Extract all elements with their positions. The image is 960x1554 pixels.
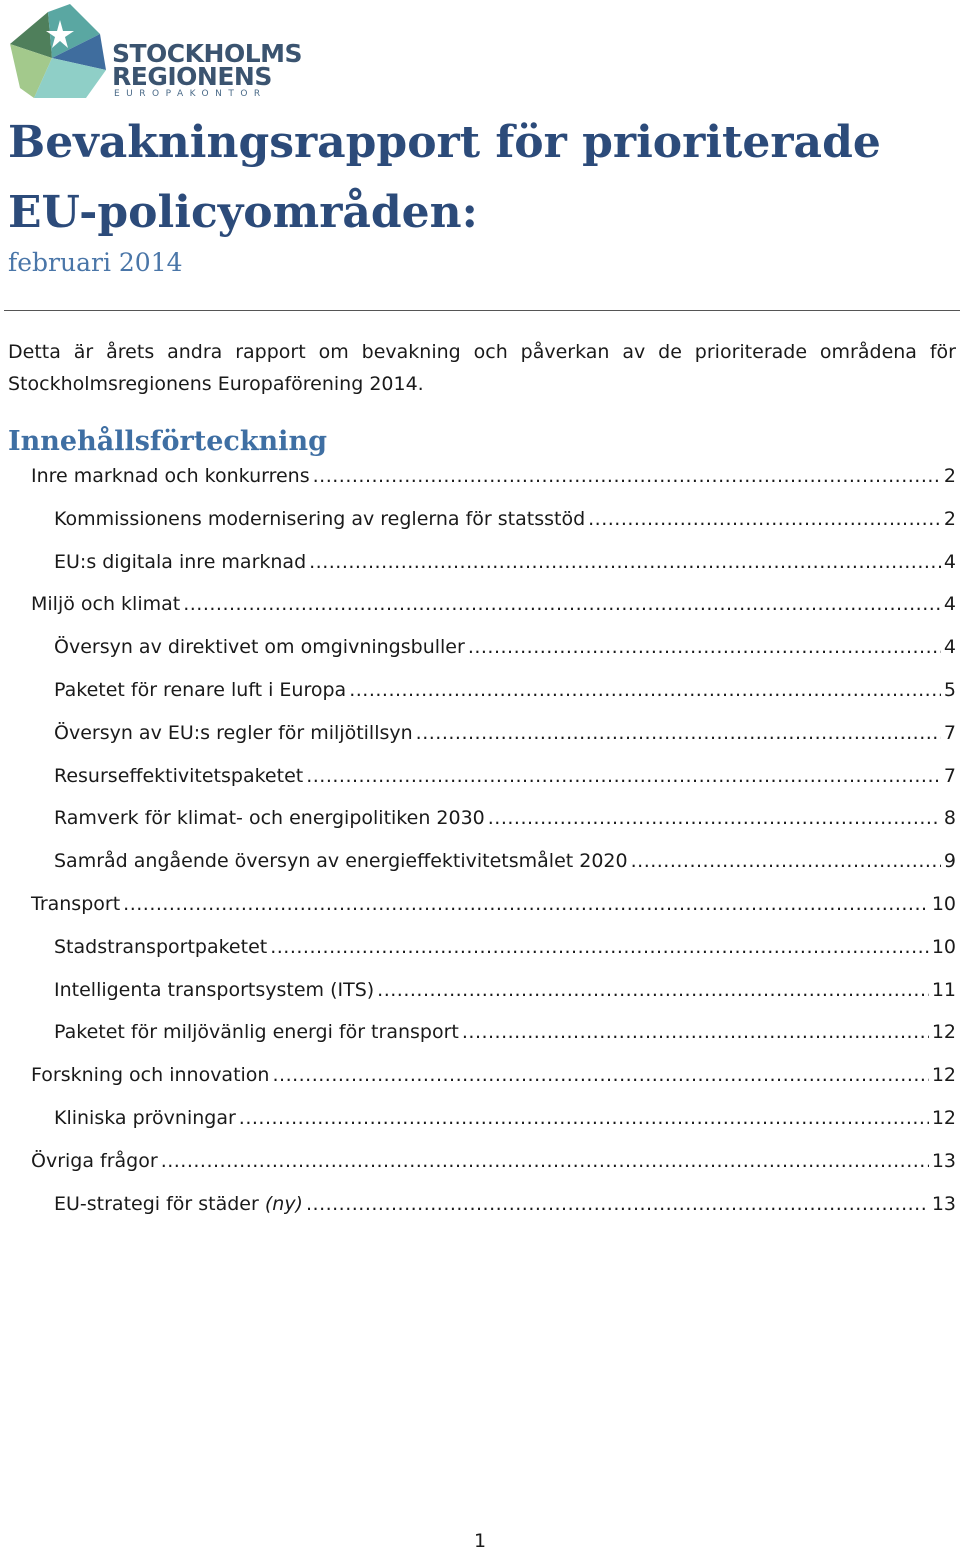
toc-entry-label-text: Forskning och innovation xyxy=(31,1064,270,1087)
logo-mark-icon xyxy=(8,4,108,100)
toc-entry-label xyxy=(54,670,346,710)
page-number: 1 xyxy=(473,1530,487,1552)
toc-entry-page: 2 xyxy=(943,507,956,530)
toc-entry-label-text: Inre marknad och konkurrens xyxy=(31,465,310,487)
toc-entry-label xyxy=(54,627,465,667)
toc-dot-leader xyxy=(377,970,929,1010)
toc-entry-label xyxy=(31,1141,158,1181)
toc-entry-page: 10 xyxy=(931,935,956,958)
toc-dot-leader xyxy=(488,798,941,838)
toc-entry-label-text: Samråd angående översyn av energieffektivitetsmålet 2020 xyxy=(54,850,628,873)
toc-dot-leader xyxy=(588,499,941,539)
toc-entry[interactable] xyxy=(54,841,956,881)
toc-entry[interactable] xyxy=(54,713,956,753)
toc-dot-leader xyxy=(462,1012,929,1052)
toc-entry-label-text: Transport xyxy=(31,893,121,915)
horizontal-divider xyxy=(4,310,960,311)
toc-entry-label-text: Ramverk för klimat- och energipolitiken 2030 xyxy=(54,807,485,830)
toc-entry-label-text: Översyn av EU:s regler för miljötillsyn xyxy=(54,721,413,744)
document-title-line1: Bevakningsrapport för prioriterade xyxy=(8,117,881,168)
toc-entry-label-text: Paketet för renare luft i Europa xyxy=(54,679,347,701)
toc-entry-label-text: EU:s digitala inre marknad xyxy=(54,550,307,573)
toc-entry-label xyxy=(31,456,310,496)
toc-entry-label-text: Övriga frågor xyxy=(31,1149,158,1172)
toc-dot-leader xyxy=(631,841,941,881)
toc-entry-label xyxy=(54,1098,236,1138)
toc-entry[interactable] xyxy=(31,456,956,496)
toc-entry[interactable] xyxy=(54,927,956,967)
toc-dot-leader xyxy=(239,1098,929,1138)
toc-entry-page: 8 xyxy=(943,807,956,830)
toc-entry-page: 13 xyxy=(931,1192,956,1215)
toc-dot-leader xyxy=(183,584,941,624)
toc-dot-leader xyxy=(306,1184,929,1224)
toc-dot-leader xyxy=(123,884,929,924)
toc-entry-label-text: Översyn av direktivet om omgivningsbuller xyxy=(54,636,465,659)
toc-entry[interactable] xyxy=(54,1184,956,1224)
toc-entry-label xyxy=(54,756,303,796)
toc-entry-label xyxy=(31,584,180,624)
toc-dot-leader xyxy=(349,670,941,710)
toc-entry[interactable] xyxy=(54,1098,956,1138)
toc-entry-page: 2 xyxy=(943,465,956,487)
toc-entry[interactable] xyxy=(54,756,956,796)
toc-entry[interactable] xyxy=(54,542,956,582)
toc-entry-label-suffix: (ny) xyxy=(264,1192,303,1215)
toc-entry[interactable] xyxy=(31,1055,956,1095)
toc-entry[interactable] xyxy=(31,584,956,624)
toc-entry-page: 12 xyxy=(931,1107,956,1129)
toc-heading: Innehållsförteckning xyxy=(8,426,327,457)
toc-entry-label xyxy=(54,1012,459,1052)
toc-entry-page: 12 xyxy=(931,1064,956,1087)
toc-entry-label xyxy=(31,1055,269,1095)
document-subtitle: februari 2014 xyxy=(8,248,183,277)
toc-entry-label-text: Kliniska prövningar xyxy=(54,1107,236,1129)
toc-entry[interactable] xyxy=(54,627,956,667)
toc-entry[interactable] xyxy=(54,970,956,1010)
toc-entry[interactable] xyxy=(54,1012,956,1052)
toc-entry-label xyxy=(54,1184,303,1224)
toc-entry-page: 4 xyxy=(943,636,956,659)
toc-entry-label xyxy=(54,841,628,881)
toc-entry-page: 13 xyxy=(931,1149,956,1172)
toc-entry-page: 10 xyxy=(931,893,956,915)
toc-entry-page: 11 xyxy=(931,978,956,1001)
toc-entry-label xyxy=(54,542,306,582)
toc-entry-label-text: Paketet för miljövänlig energi för transport xyxy=(54,1021,459,1044)
toc-entry-page: 4 xyxy=(943,593,956,616)
toc-dot-leader xyxy=(313,456,941,496)
toc-entry-label xyxy=(54,713,413,753)
logo-text-line1: STOCKHOLMS xyxy=(112,39,303,68)
toc-dot-leader xyxy=(416,713,941,753)
toc-entry-label-text: EU-strategi för städer xyxy=(54,1192,259,1215)
document-title xyxy=(8,108,881,248)
toc-entry-page: 7 xyxy=(943,764,956,787)
toc-entry[interactable] xyxy=(31,884,956,924)
toc-dot-leader xyxy=(161,1141,929,1181)
toc-entry-label xyxy=(54,970,374,1010)
toc-entry[interactable] xyxy=(54,798,956,838)
toc-entry[interactable] xyxy=(54,670,956,710)
intro-paragraph: Detta är årets andra rapport om bevakning och påverkan av de prioriterade områdena för Stockholmsregionens Europaförening 2014. xyxy=(8,341,956,395)
logo xyxy=(8,4,303,100)
logo-text-line3: EUROPAKONTOR xyxy=(114,89,267,99)
toc-entry-label-text: Resurseffektivitetspaketet xyxy=(54,764,304,787)
toc-entry-label-text: Intelligenta transportsystem (ITS) xyxy=(54,978,375,1001)
toc-entry-label xyxy=(54,927,267,967)
toc-entry-label-text: Kommissionens modernisering av reglerna för statsstöd xyxy=(54,507,586,530)
toc-dot-leader xyxy=(468,627,941,667)
toc-entry-label-text: Stadstransportpaketet xyxy=(54,935,268,958)
toc-dot-leader xyxy=(270,927,929,967)
toc-entry-page: 12 xyxy=(931,1021,956,1044)
toc-entry-page: 4 xyxy=(943,550,956,573)
toc-entry-page: 7 xyxy=(943,721,956,744)
toc-entry-label xyxy=(31,884,120,924)
toc-dot-leader xyxy=(272,1055,928,1095)
toc-entry[interactable] xyxy=(31,1141,956,1181)
toc-dot-leader xyxy=(306,756,941,796)
toc-entry[interactable] xyxy=(54,499,956,539)
document-title-line2: EU-policyområden: xyxy=(8,187,478,238)
toc-dot-leader xyxy=(309,542,941,582)
toc-entry-label xyxy=(54,499,585,539)
toc-entry-label-text: Miljö och klimat xyxy=(31,593,181,616)
toc-entry-page: 9 xyxy=(943,850,956,873)
logo-text-line2: REGIONENS xyxy=(112,62,272,91)
toc-entry-label xyxy=(54,798,485,838)
toc-entry-page: 5 xyxy=(943,679,956,701)
